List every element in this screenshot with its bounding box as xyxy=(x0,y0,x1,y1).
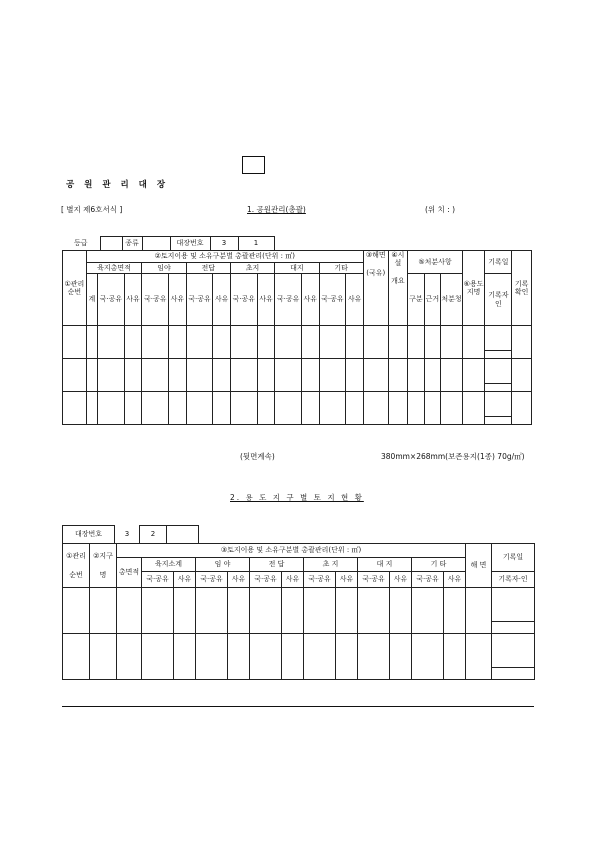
section1-title: 1. 공원관리(총괄) xyxy=(247,205,306,214)
group-site: 대지 xyxy=(275,263,319,274)
group-land-subtotal: 육지소계 xyxy=(142,558,196,572)
back-continue-note: (뒷면계속) xyxy=(240,452,275,461)
disposal-office: 처분청 xyxy=(441,274,463,326)
group-farmland: 전 답 xyxy=(250,558,304,572)
disposal-basis: 근거 xyxy=(424,274,440,326)
col-recorder: 기록자인 xyxy=(485,274,512,326)
table-row[interactable] xyxy=(63,359,532,392)
sub-public: 국·공유 xyxy=(304,572,336,588)
sub-public: 국·공유 xyxy=(412,572,444,588)
col-use-sub: 지명 xyxy=(466,288,481,296)
col-confirm: 기록확인 xyxy=(512,251,532,326)
blank-cell xyxy=(167,526,199,544)
table-row[interactable] xyxy=(63,634,535,680)
col-sea: 해 면 xyxy=(466,544,492,588)
group-other: 기 타 xyxy=(412,558,466,572)
ledger-no-label: 대장번호 xyxy=(170,237,210,251)
sub-private: 사유 xyxy=(444,572,466,588)
col-recorder: 기록자·인 xyxy=(492,572,535,588)
sub-private: 사유 xyxy=(169,274,187,326)
col-mgmt-no: ①관리 xyxy=(64,279,85,288)
group-site: 대 지 xyxy=(358,558,412,572)
location-field: (위 치 : ) xyxy=(425,205,456,214)
sub-public: 국·공유 xyxy=(250,572,282,588)
ledger1-header-strip xyxy=(62,236,275,251)
sub-private: 사유 xyxy=(124,274,142,326)
page-title: 공 원 관 리 대 장 xyxy=(66,180,169,190)
table-row[interactable] xyxy=(63,392,532,425)
sub-public: 국·공유 xyxy=(98,274,125,326)
sub-public: 국·공유 xyxy=(275,274,302,326)
grade-label: 등급 xyxy=(73,239,88,248)
grade-value[interactable] xyxy=(100,237,122,251)
group-other: 기타 xyxy=(319,263,363,274)
col-sea-area: ③해면 xyxy=(365,251,386,259)
col-sea-area-sub: (국유) xyxy=(366,269,386,278)
sub-public: 국·공유 xyxy=(142,274,169,326)
section2-title: 2. 용 도 지 구 별 토 지 현 황 xyxy=(230,493,364,502)
col-mgmt-no-sub: 순번 xyxy=(69,570,83,579)
sub-private: 사유 xyxy=(346,274,364,326)
col-use: ⑥용도 xyxy=(463,279,484,288)
col-district-sub: 명 xyxy=(99,570,107,579)
col-record-date: 기록일 xyxy=(485,251,512,274)
col-total-area: 총면적 xyxy=(117,558,142,588)
ledger-no-value: 3 xyxy=(210,237,238,251)
sub-public: 국·공유 xyxy=(196,572,228,588)
group-forest: 임야 xyxy=(142,263,186,274)
sub-public: 국·공유 xyxy=(230,274,257,326)
group-grassland: 초지 xyxy=(230,263,274,274)
bottom-rule xyxy=(62,706,534,707)
ledger-no-label: 대장번호 xyxy=(63,526,115,544)
sub-public: 국·공유 xyxy=(319,274,346,326)
disposal-type: 구분 xyxy=(408,274,424,326)
sub-private: 사유 xyxy=(302,274,320,326)
page-number: 2 xyxy=(140,526,167,544)
col-mgmt-no: ①관리 xyxy=(66,552,86,561)
sub-private: 사유 xyxy=(336,572,358,588)
col-land-header: ②토지이용 및 소유구분별 총괄관리(단위 : ㎡) xyxy=(86,251,363,263)
paper-spec-note: 380mm×268mm(보존용지(1종) 70g/㎡) xyxy=(381,452,525,461)
col-district: ②지구 xyxy=(93,552,113,561)
sub-private: 사유 xyxy=(174,572,196,588)
sub-public: 국·공유 xyxy=(142,572,174,588)
sub-private: 사유 xyxy=(213,274,231,326)
ledger2-table xyxy=(62,543,535,680)
col-land-header: ③토지이용 및 소유구분별 총괄관리(단위 : ㎡) xyxy=(117,544,466,558)
sub-private: 사유 xyxy=(257,274,275,326)
ledger2-header-strip xyxy=(62,525,199,544)
table-row[interactable] xyxy=(63,326,532,359)
group-farmland: 전답 xyxy=(186,263,230,274)
col-disposal: ⑤처분사항 xyxy=(408,251,463,274)
type-label: 종류 xyxy=(122,237,142,251)
stamp-box xyxy=(242,156,265,174)
sub-private: 사유 xyxy=(390,572,412,588)
table-row[interactable] xyxy=(63,588,535,634)
ledger1-table xyxy=(62,250,532,425)
col-facility: ④시설 xyxy=(391,251,405,268)
group-forest: 임 야 xyxy=(196,558,250,572)
col-mgmt-no-sub: 순번 xyxy=(67,288,82,296)
page-number: 1 xyxy=(238,237,274,251)
type-value[interactable] xyxy=(142,237,170,251)
group-land-total: 육지총면적 xyxy=(86,263,142,274)
group-grassland: 초 지 xyxy=(304,558,358,572)
col-facility-sub: 개요 xyxy=(391,277,405,286)
sub-private: 사유 xyxy=(228,572,250,588)
col-record-date: 기록일 xyxy=(492,544,535,572)
sub-public: 국·공유 xyxy=(358,572,390,588)
sub-public: 국·공유 xyxy=(186,274,213,326)
sub-total: 계 xyxy=(86,274,97,326)
ledger-no-value: 3 xyxy=(124,530,130,539)
sub-private: 사유 xyxy=(282,572,304,588)
form-label: [ 별지 제6호서식 ] xyxy=(61,205,123,214)
